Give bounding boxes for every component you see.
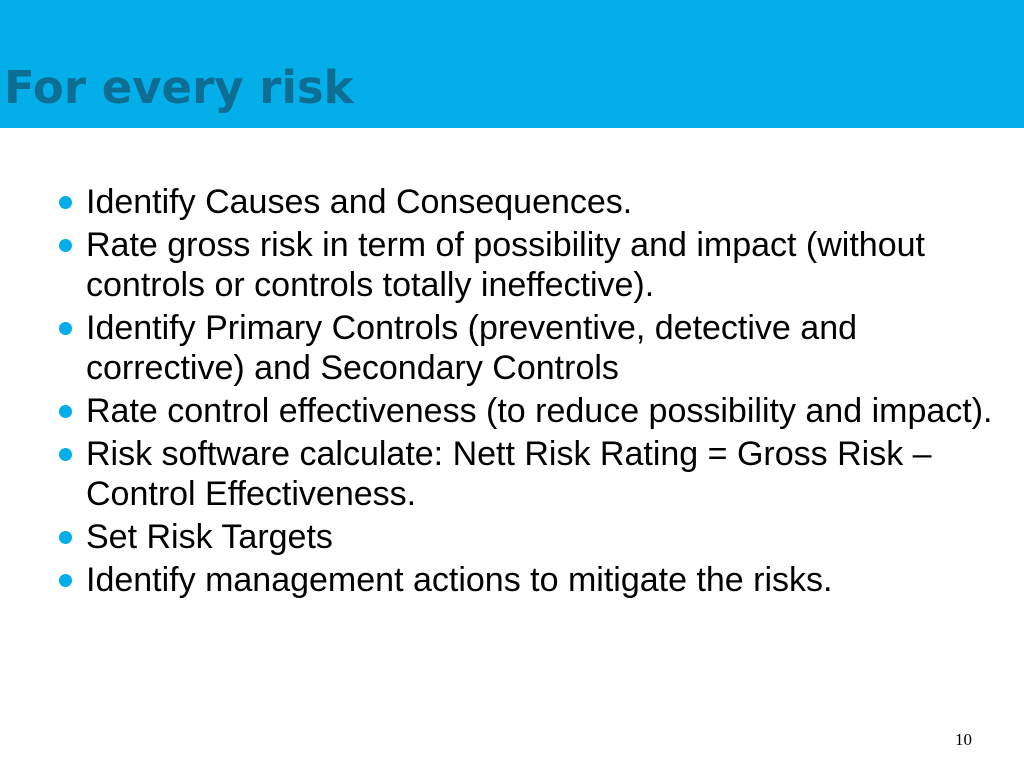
bullet-list <box>56 182 1006 603</box>
bullet-dot-icon <box>59 239 72 252</box>
bullet-text: Identify Causes and Consequences. <box>86 183 633 221</box>
bullet-item <box>56 391 1006 431</box>
bullet-item <box>56 560 1006 600</box>
bullet-item <box>56 308 1006 388</box>
bullet-dot-icon <box>59 196 72 209</box>
bullet-text: Rate control effectiveness (to reduce possibility and impact). <box>86 392 993 430</box>
bullet-item <box>56 434 1006 514</box>
slide-title: For every risk <box>4 61 354 114</box>
bullet-text: Risk software calculate: Nett Risk Rating = Gross Risk – Control Effectiveness. <box>86 435 932 513</box>
bullet-text: Set Risk Targets <box>86 518 333 556</box>
page-number: 10 <box>955 730 972 749</box>
bullet-text: Rate gross risk in term of possibility and impact (without controls or controls totally ineffective). <box>86 226 925 304</box>
bullet-text: Identify management actions to mitigate the risks. <box>86 561 833 599</box>
bullet-dot-icon <box>59 322 72 335</box>
bullet-text: Identify Primary Controls (preventive, detective and corrective) and Secondary Controls <box>86 309 858 387</box>
bullet-dot-icon <box>59 574 72 587</box>
bullet-item <box>56 517 1006 557</box>
bullet-item <box>56 182 1006 222</box>
bullet-dot-icon <box>59 531 72 544</box>
bullet-item <box>56 225 1006 305</box>
bullet-dot-icon <box>59 448 72 461</box>
bullet-dot-icon <box>59 405 72 418</box>
